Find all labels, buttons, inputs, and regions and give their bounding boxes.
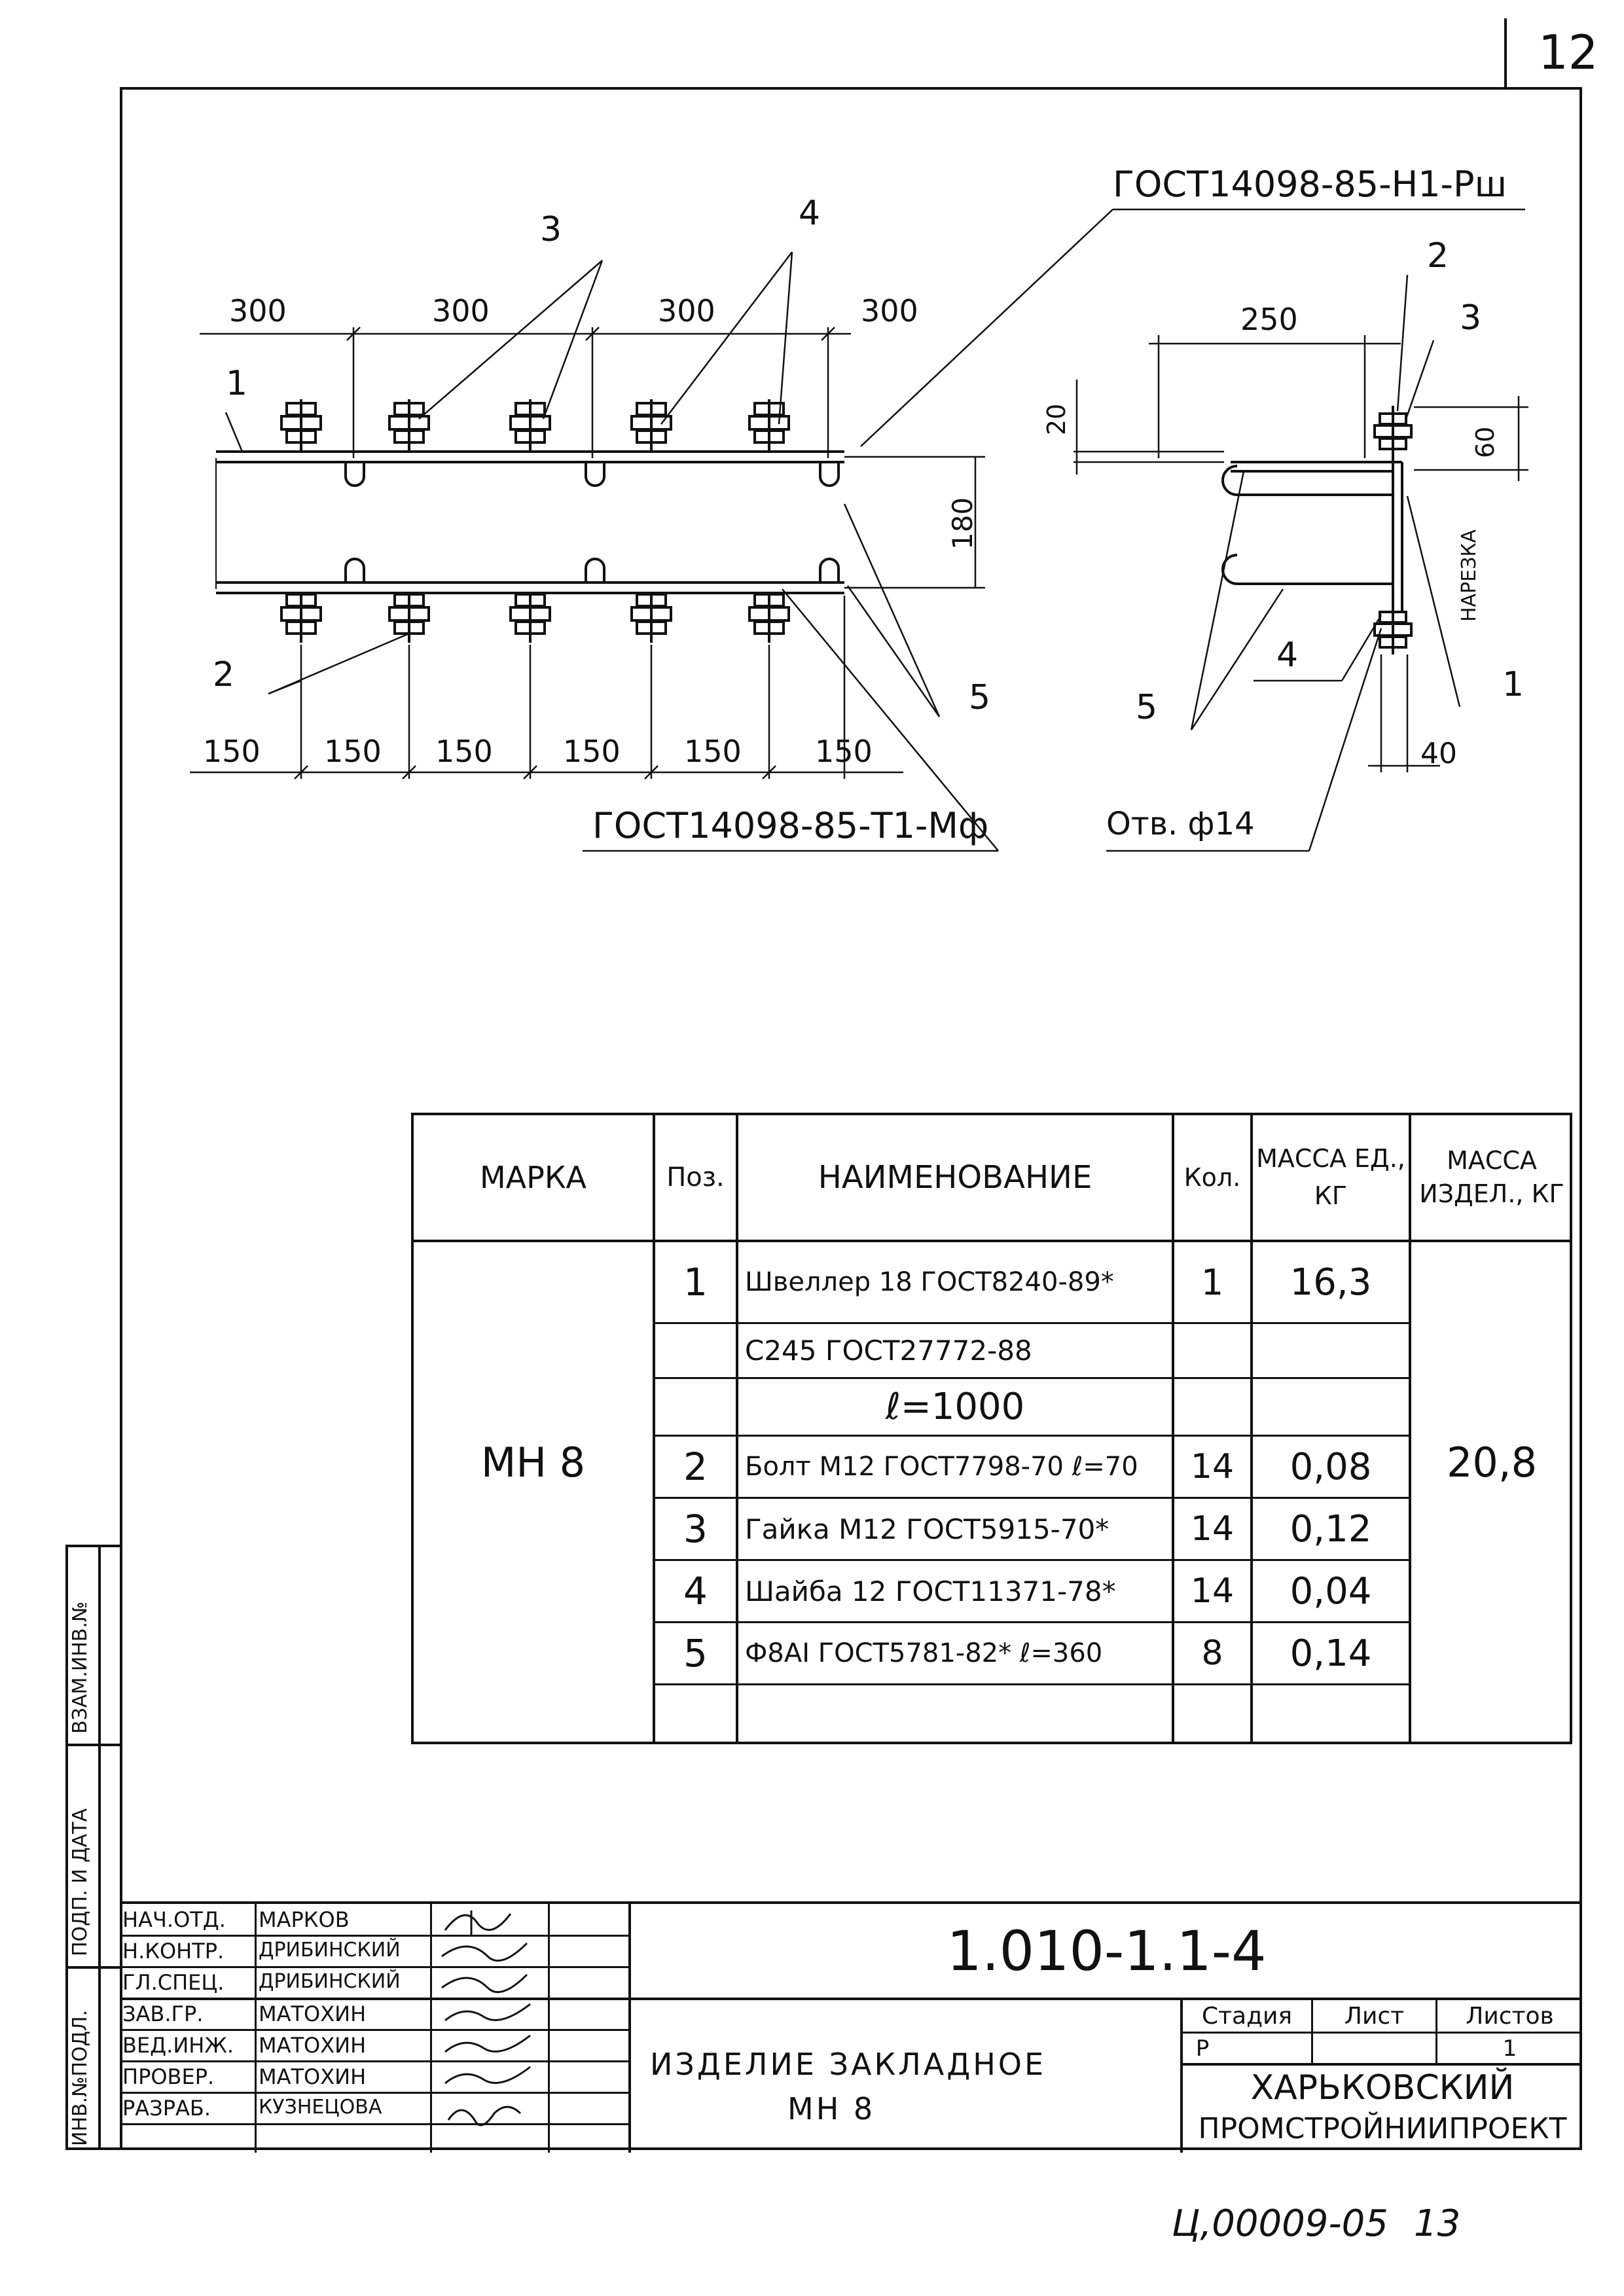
stage-value: Р xyxy=(1195,2035,1210,2062)
dim-top-4: 300 xyxy=(861,293,918,329)
name-6: МАТОХИН xyxy=(259,2064,367,2089)
spec-table xyxy=(411,1113,1572,1744)
top-bolts xyxy=(281,399,789,452)
header-mass-unit: МАССА ЕД., КГ xyxy=(1256,1144,1405,1210)
marka-value: МН 8 xyxy=(480,1438,586,1486)
dim-bottom-2: 150 xyxy=(324,734,382,769)
signatures xyxy=(432,1904,548,2153)
bottom-bolts xyxy=(281,593,789,643)
side-callout-5: 5 xyxy=(1136,688,1158,727)
callout-3: 3 xyxy=(540,210,562,249)
dim-bottom-1: 150 xyxy=(203,734,261,769)
role-3: ГЛ.СПЕЦ. xyxy=(122,1970,225,1995)
sheets-value: 1 xyxy=(1502,2035,1517,2062)
row-5-mass: 0,14 xyxy=(1290,1632,1372,1675)
dim-side-width: 250 xyxy=(1240,302,1298,337)
row-2-mass: 0,08 xyxy=(1290,1445,1372,1488)
gost-top-label: ГОСТ14098-85-Н1-Рш xyxy=(1113,164,1507,205)
name-4: МАТОХИН xyxy=(259,2001,367,2026)
row-5-qty: 8 xyxy=(1201,1634,1223,1673)
footer-page: 13 xyxy=(1414,2202,1461,2245)
role-1: НАЧ.ОТД. xyxy=(122,1907,226,1932)
dim-bottom-6: 150 xyxy=(815,734,873,769)
dim-top-2: 300 xyxy=(432,293,490,329)
header-pos: Поз. xyxy=(666,1162,725,1193)
row-1-name: Швеллер 18 ГОСТ8240-89* xyxy=(745,1267,1114,1297)
header-mass-item: МАССА ИЗДЕЛ., КГ xyxy=(1419,1145,1564,1208)
callout-5: 5 xyxy=(969,678,991,717)
side-callout-4: 4 xyxy=(1276,636,1299,675)
dim-bottom-5: 150 xyxy=(684,734,742,769)
side-stamp xyxy=(65,1545,122,2150)
name-1: МАРКОВ xyxy=(259,1907,350,1932)
row-2-qty: 14 xyxy=(1190,1447,1235,1486)
role-7: РАЗРАБ. xyxy=(122,2096,211,2121)
designation: 1.010-1.1-4 xyxy=(947,1918,1267,1983)
callout-4: 4 xyxy=(799,194,821,233)
dim-bottom-3: 150 xyxy=(435,734,493,769)
row-3-pos: 3 xyxy=(683,1507,708,1551)
header-name: НАИМЕНОВАНИЕ xyxy=(818,1159,1092,1196)
hole-label: Отв. ф14 xyxy=(1106,806,1255,842)
dim-top-3: 300 xyxy=(658,293,715,329)
row-1b-name: С245 ГОСТ27772-88 xyxy=(745,1335,1032,1367)
row-4-name: Шайба 12 ГОСТ11371-78* xyxy=(745,1575,1116,1607)
bottom-anchors xyxy=(346,559,839,583)
row-3-mass: 0,12 xyxy=(1290,1507,1372,1551)
row-1c-name: ℓ=1000 xyxy=(885,1386,1025,1428)
name-2: ДРИБИНСКИЙ xyxy=(259,1939,401,1962)
header-marka: МАРКА xyxy=(479,1160,587,1195)
row-5-pos: 5 xyxy=(683,1631,708,1676)
row-3-name: Гайка М12 ГОСТ5915-70* xyxy=(745,1513,1110,1545)
side-callout-1: 1 xyxy=(1502,665,1525,704)
sheet-header: Лист xyxy=(1344,2002,1405,2030)
dim-height: 180 xyxy=(947,497,979,550)
stamp-vzam: ВЗАМ.ИНВ.№ xyxy=(69,1601,92,1734)
row-3-qty: 14 xyxy=(1190,1509,1235,1549)
footer-code: Ц,00009-05 xyxy=(1172,2202,1388,2245)
row-4-mass: 0,04 xyxy=(1290,1570,1372,1613)
row-1-mass: 16,3 xyxy=(1290,1261,1372,1304)
dim-bottom-4: 150 xyxy=(563,734,621,769)
stage-header: Стадия xyxy=(1201,2002,1293,2030)
side-callout-2: 2 xyxy=(1427,236,1449,276)
page-number: 12 xyxy=(1538,25,1598,80)
stamp-podp: ПОДП. И ДАТА xyxy=(69,1808,92,1956)
total-mass-value: 20,8 xyxy=(1446,1438,1538,1486)
org-line2: ПРОМСТРОЙНИИПРОЕКТ xyxy=(1198,2111,1567,2145)
row-2-name: Болт М12 ГОСТ7798-70 ℓ=70 xyxy=(745,1452,1138,1482)
sheets-header: Листов xyxy=(1466,2002,1554,2030)
callout-2: 2 xyxy=(213,655,235,694)
name-7: КУЗНЕЦОВА xyxy=(259,2096,382,2119)
row-2-pos: 2 xyxy=(683,1444,708,1489)
row-1-qty: 1 xyxy=(1200,1261,1224,1303)
name-5: МАТОХИН xyxy=(259,2033,367,2058)
row-1-pos: 1 xyxy=(683,1260,708,1304)
dim-side-thread: 60 xyxy=(1471,426,1500,458)
row-5-name: Ф8АI ГОСТ5781-82* ℓ=360 xyxy=(745,1638,1103,1668)
thread-label: НАРЕЗКА xyxy=(1458,529,1481,622)
dim-side-edge: 40 xyxy=(1420,737,1457,770)
side-view xyxy=(1223,406,1411,655)
role-4: ЗАВ.ГР. xyxy=(122,2001,204,2026)
top-dimension-line xyxy=(200,327,851,458)
sheet-value xyxy=(1313,2034,1435,2063)
role-2: Н.КОНТР. xyxy=(122,1939,225,1964)
header-qty: Кол. xyxy=(1183,1163,1241,1192)
name-3: ДРИБИНСКИЙ xyxy=(259,1970,401,1993)
stamp-inv: ИНВ.№ПОДЛ. xyxy=(69,2009,92,2146)
side-callout-3: 3 xyxy=(1460,298,1482,338)
dim-top-1: 300 xyxy=(229,293,287,329)
row-4-pos: 4 xyxy=(683,1569,708,1613)
title-line2: МН 8 xyxy=(787,2091,876,2126)
title-line1: ИЗДЕЛИЕ ЗАКЛАДНОЕ xyxy=(650,2047,1047,2082)
org-line1: ХАРЬКОВСКИЙ xyxy=(1250,2068,1515,2108)
top-anchors xyxy=(346,462,839,486)
role-6: ПРОВЕР. xyxy=(122,2064,215,2089)
row-4-qty: 14 xyxy=(1190,1571,1235,1611)
callout-1: 1 xyxy=(226,364,248,403)
dim-side-top: 20 xyxy=(1042,403,1071,435)
role-5: ВЕД.ИНЖ. xyxy=(122,2033,234,2058)
title-block xyxy=(120,1901,1582,2150)
gost-bottom-label: ГОСТ14098-85-Т1-Мф xyxy=(592,805,989,846)
